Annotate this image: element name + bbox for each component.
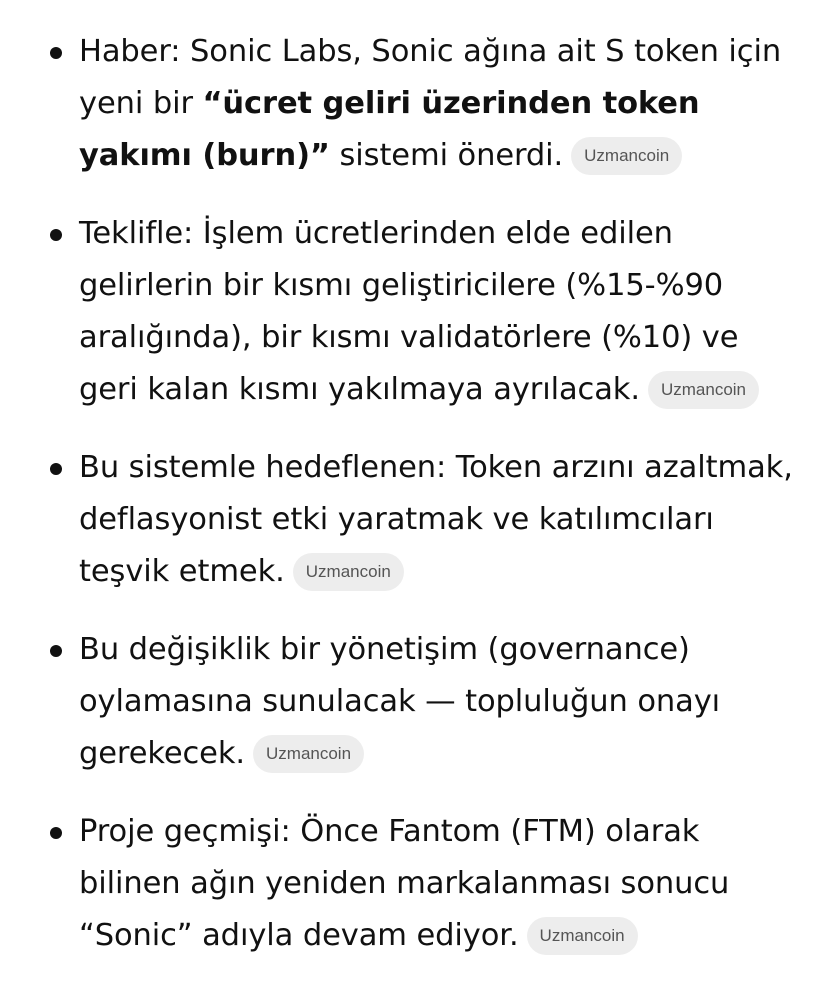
bullet-dot-icon	[50, 463, 62, 475]
bullet-item-proposal	[48, 208, 799, 416]
bullet-text: Proje geçmişi: Önce Fantom (FTM) olarak bilinen ağın yeniden markalanması sonucu “Sonic” adıyla devam ediyor.	[79, 814, 730, 953]
bullet-item-governance	[48, 624, 799, 780]
bullet-dot-icon	[50, 827, 62, 839]
bullet-item-goal	[48, 442, 799, 598]
source-chip[interactable]: Uzmancoin	[527, 917, 638, 955]
bullet-text: Bu sistemle hedeflenen: Token arzını azaltmak, deflasyonist etki yaratmak ve katılımcıları teşvik etmek.	[79, 450, 793, 589]
bullet-dot-icon	[50, 645, 62, 657]
source-chip[interactable]: Uzmancoin	[571, 137, 682, 175]
bullet-text: sistemi önerdi.	[329, 138, 564, 173]
source-chip[interactable]: Uzmancoin	[253, 735, 364, 773]
bullet-dot-icon	[50, 229, 62, 241]
bullet-item-history	[48, 806, 799, 962]
source-chip[interactable]: Uzmancoin	[293, 553, 404, 591]
bullet-dot-icon	[50, 47, 62, 59]
bullet-text: Bu değişiklik bir yönetişim (governance) oylamasına sunulacak — topluluğun onayı gerekecek.	[79, 632, 721, 771]
bullet-text-bold: “ücret geliri üzerinden token yakımı (burn)”	[79, 86, 700, 173]
bullet-text: Haber: Sonic Labs, Sonic ağına ait S token için yeni bir	[79, 34, 782, 121]
bullet-item-news	[48, 26, 799, 182]
source-chip[interactable]: Uzmancoin	[648, 371, 759, 409]
bullet-text: Teklifle: İşlem ücretlerinden elde edilen gelirlerin bir kısmı geliştiricilere (%15-%90 aralığında), bir kısmı validatörlere (%10) ve geri kalan kısmı yakılmaya ayrılacak.	[79, 216, 739, 407]
bullet-list	[48, 26, 796, 962]
